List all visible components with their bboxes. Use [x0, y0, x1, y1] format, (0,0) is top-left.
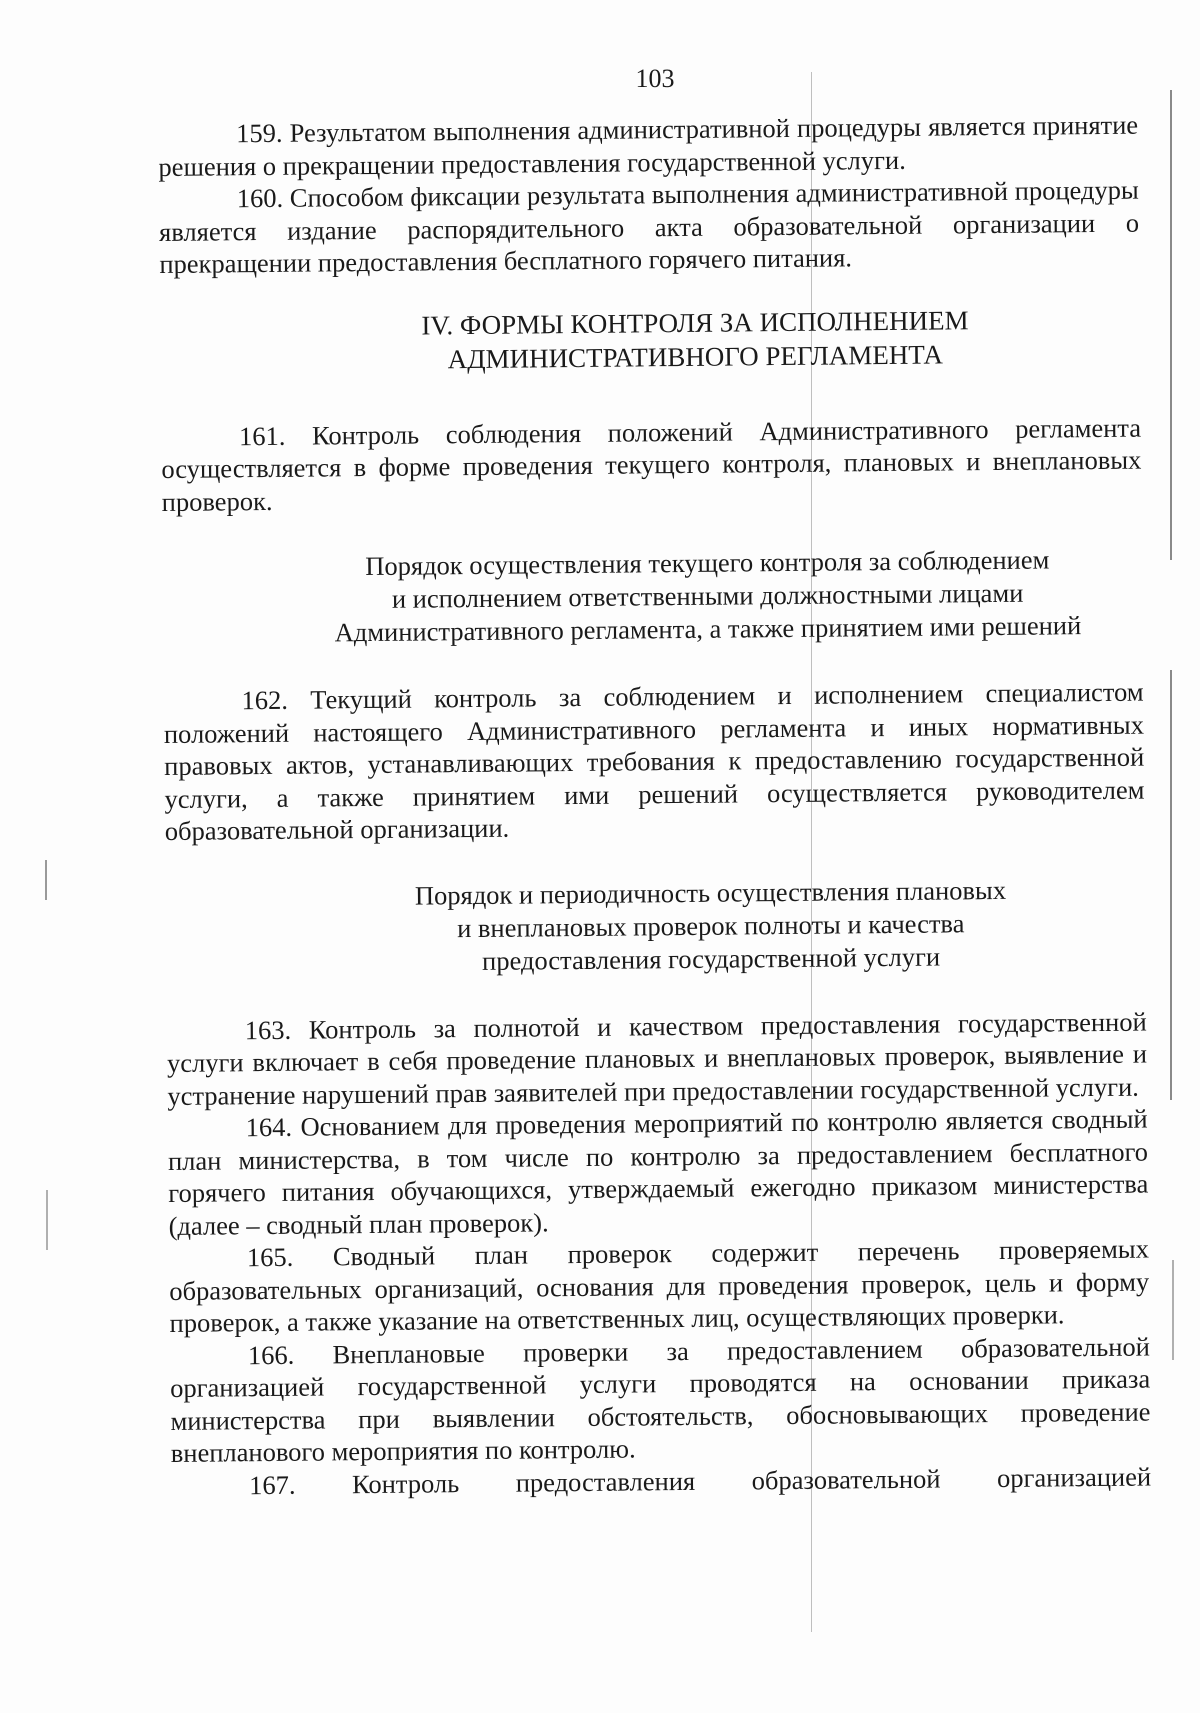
- scan-edge-mark: [46, 1190, 48, 1250]
- section-heading: [160, 301, 1141, 378]
- subsection-heading-line: Порядок осуществления текущего контроля за соблюдением: [365, 544, 1050, 582]
- paragraph-167: 167. Контроль предоставления образовательной организацией: [248, 1461, 1152, 1500]
- subsection-heading-line: Порядок и периодичность осуществления плановых: [414, 874, 1007, 911]
- subsection-heading-line: и исполнением ответственными должностными лицами: [391, 577, 1024, 614]
- scan-edge-mark: [1170, 90, 1172, 560]
- paragraph-159: 159. Результатом выполнения административной процедуры является принятие решения о прекращении предоставления государственной услуги.: [158, 109, 1139, 182]
- subsection-heading: [165, 872, 1146, 980]
- paragraph-165: 165. Сводный план проверок содержит перечень проверяемых образовательных организаций, основания для проведения проверок, цель и форму проверок, а также указание на ответственных лиц, осуществляющих проверки.: [169, 1233, 1150, 1338]
- scan-edge-mark: [1170, 670, 1172, 1100]
- paragraph-161: 161. Контроль соблюдения положений Административного регламента осуществляется в форме проведения текущего контроля, плановых и внеплановых проверок.: [161, 412, 1142, 517]
- paragraph-164: 164. Основанием для проведения мероприятий по контролю является сводный план министерства, в том числе по контролю за предоставлением бесплатного горячего питания обучающихся, утверждаемый ежегодно приказом министерства (далее – сводный план проверок).: [167, 1103, 1149, 1241]
- paragraph-163: 163. Контроль за полнотой и качеством предоставления государственной услуги включает в себя проведение плановых и внеплановых проверок, выявление и устранение нарушений прав заявителей при предоставлении государственной услуги.: [166, 1006, 1148, 1111]
- subsection-heading: [162, 543, 1143, 651]
- scan-edge-mark: [45, 860, 47, 900]
- section-heading-line: IV. ФОРМЫ КОНТРОЛЯ ЗА ИСПОЛНЕНИЕМ: [421, 304, 969, 340]
- subsection-heading-line: Административного регламента, а также принятием ими решений: [334, 610, 1082, 648]
- page-number: 103: [635, 64, 675, 93]
- paragraph-166: 166. Внеплановые проверки за предоставлением образовательной организацией государственной услуги проводятся на основании приказа министерства при выявлении обстоятельств, обосновывающих проведение внепланового мероприятия по контролю.: [170, 1331, 1151, 1468]
- scan-edge-mark: [1172, 1260, 1174, 1360]
- subsection-heading-line: предоставления государственной услуги: [481, 941, 941, 976]
- section-heading-line: АДМИНИСТРАТИВНОГО РЕГЛАМЕНТА: [447, 338, 944, 374]
- subsection-heading-line: и внеплановых проверок полноты и качества: [457, 907, 965, 943]
- document-body: [158, 109, 1151, 1502]
- paragraph-160: 160. Способом фиксации результата выполнения административной процедуры является издание распорядительного акта образовательной организации о прекращении предоставления бесплатного горячего питания.: [158, 174, 1140, 279]
- paragraph-162: 162. Текущий контроль за соблюдением и исполнением специалистом положений настоящего Административного регламента и иных нормативных правовых актов, устанавливающих требования к предоставлению государственной услуги, а также принятием ими решений осуществляется руководителем образовательной организации.: [163, 676, 1145, 846]
